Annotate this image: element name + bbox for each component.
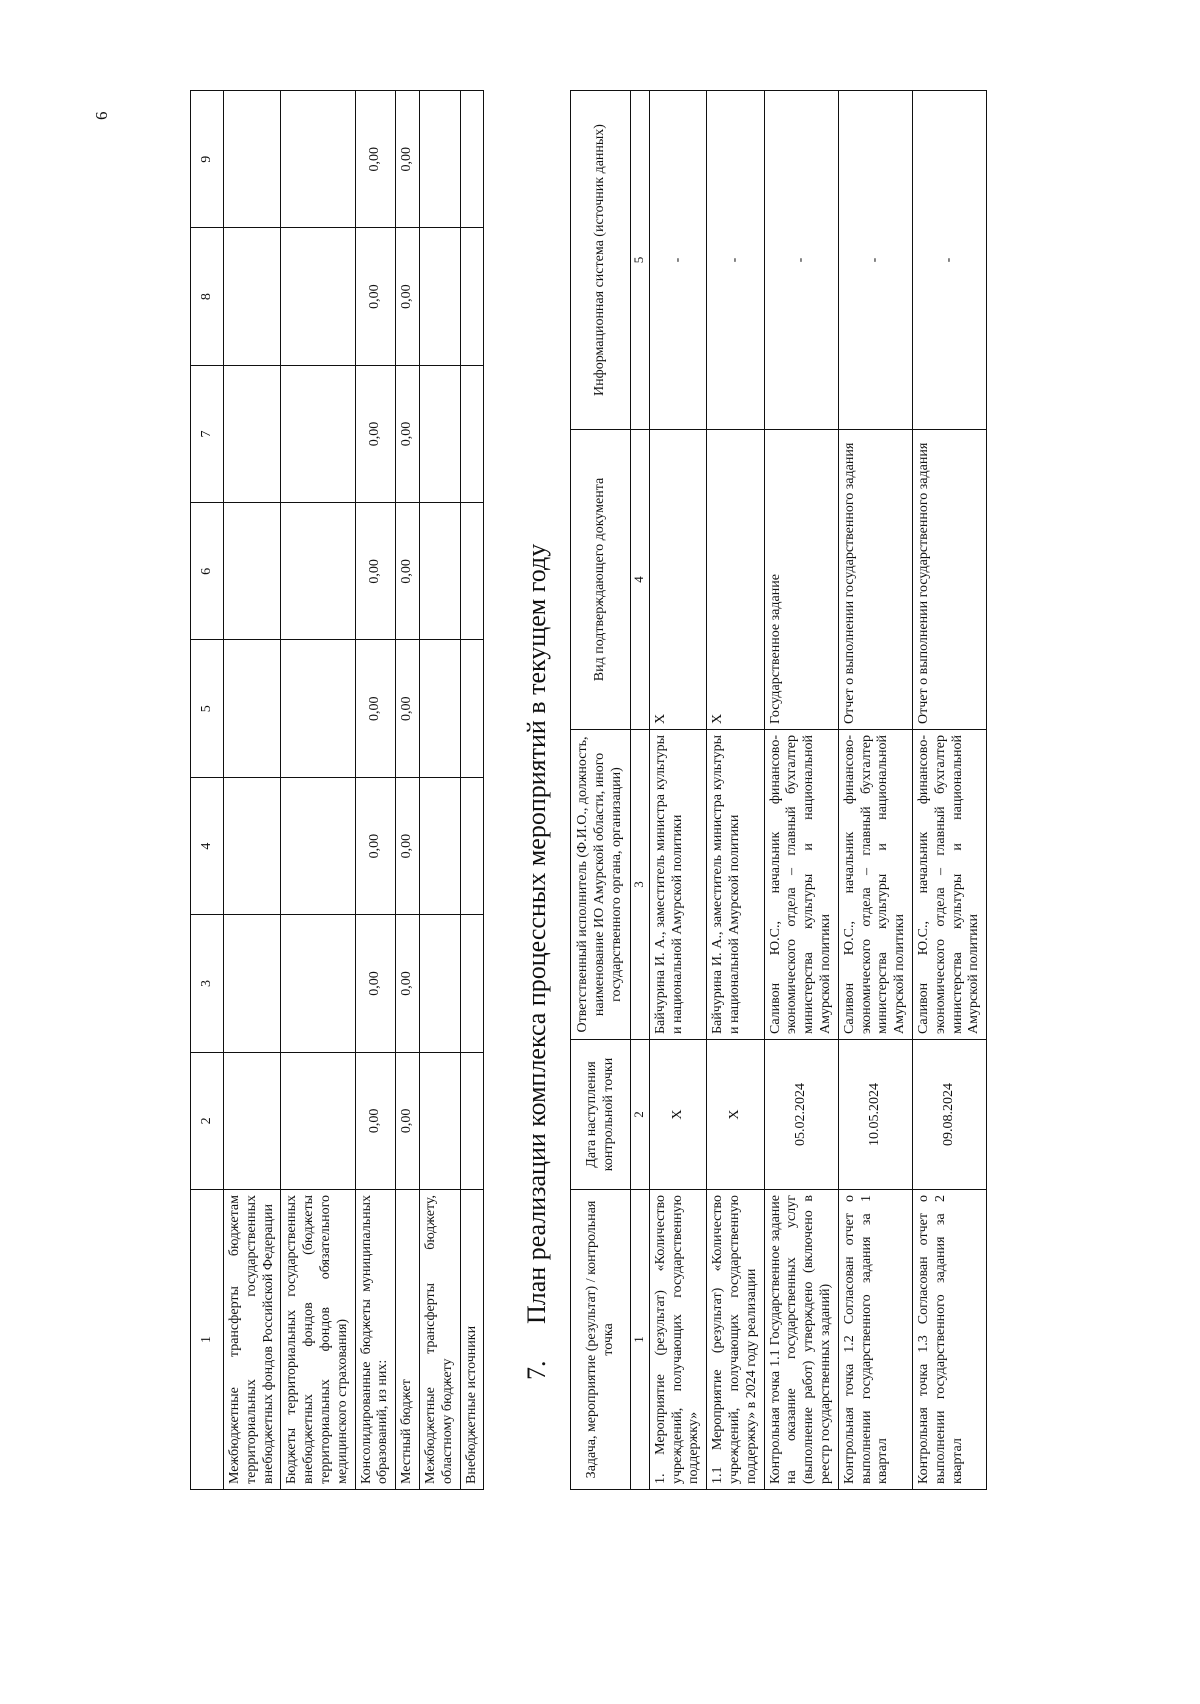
value-cell: [419, 777, 460, 914]
value-cell: [224, 228, 281, 365]
value-cell: [460, 777, 484, 914]
index-cell: 2: [630, 1040, 649, 1190]
page-number: 6: [92, 111, 111, 120]
value-cell: [281, 640, 355, 777]
system-cell: -: [838, 91, 912, 430]
header-date: Дата наступления контрольной точки: [571, 1040, 630, 1190]
value-cell: 0,00: [355, 365, 396, 502]
header-cell: 3: [191, 915, 224, 1052]
executor-cell: Байчурина И. А., заместитель министра культуры и национальной Амурской политики: [707, 730, 764, 1040]
value-cell: [281, 915, 355, 1052]
document-cell: Отчет о выполнении государственного задания: [838, 430, 912, 730]
row-label: Местный бюджет: [396, 1190, 420, 1490]
section-title: План реализации комплекса процессных мероприятий в текущем году: [522, 543, 552, 1324]
header-executor: Ответственный исполнитель (Ф.И.О., должность, наименование ИО Амурской области, иного государственного органа, организации): [571, 730, 630, 1040]
table-row: [355, 91, 396, 1490]
value-cell: 0,00: [355, 228, 396, 365]
value-cell: [281, 91, 355, 228]
value-cell: 0,00: [396, 640, 420, 777]
header-cell: 7: [191, 365, 224, 502]
value-cell: [419, 915, 460, 1052]
value-cell: [460, 503, 484, 640]
task-cell: 1. Мероприятие (результат) «Количество учреждений, получающих государственную поддержку»: [649, 1190, 706, 1490]
system-cell: -: [912, 91, 986, 430]
header-system: Информационная система (источник данных): [571, 91, 630, 430]
funding-table-header: [191, 91, 224, 1490]
index-cell: 4: [630, 430, 649, 730]
header-document: Вид подтверждающего документа: [571, 430, 630, 730]
plan-table: [570, 90, 987, 1490]
value-cell: [419, 503, 460, 640]
date-cell: 10.05.2024: [838, 1040, 912, 1190]
document-cell: Государственное задание: [764, 430, 838, 730]
executor-cell: Саливон Ю.С., начальник финансово-экономического отдела – главный бухгалтер министерства культуры и национальной Амурской политики: [838, 730, 912, 1040]
header-cell: 1: [191, 1190, 224, 1490]
value-cell: [224, 640, 281, 777]
value-cell: [281, 777, 355, 914]
value-cell: [419, 228, 460, 365]
value-cell: [460, 1052, 484, 1189]
executor-cell: Байчурина И. А., заместитель министра культуры и национальной Амурской политики: [649, 730, 706, 1040]
document-cell: X: [707, 430, 764, 730]
value-cell: 0,00: [355, 503, 396, 640]
header-task: Задача, мероприятие (результат) / контрольная точка: [571, 1190, 630, 1490]
header-cell: 8: [191, 228, 224, 365]
value-cell: [460, 915, 484, 1052]
value-cell: [460, 91, 484, 228]
value-cell: [224, 365, 281, 502]
value-cell: [281, 1052, 355, 1189]
value-cell: [281, 228, 355, 365]
table-row: [396, 91, 420, 1490]
value-cell: 0,00: [355, 640, 396, 777]
table-row: [838, 91, 912, 1490]
date-cell: X: [649, 1040, 706, 1190]
index-cell: 3: [630, 730, 649, 1040]
value-cell: 0,00: [355, 915, 396, 1052]
value-cell: 0,00: [396, 915, 420, 1052]
row-label: Бюджеты территориальных государственных внебюджетных фондов (бюджеты территориальных фондов обязательного медицинского страхования): [281, 1190, 355, 1490]
date-cell: 09.08.2024: [912, 1040, 986, 1190]
value-cell: [460, 228, 484, 365]
date-cell: X: [707, 1040, 764, 1190]
value-cell: 0,00: [396, 228, 420, 365]
table-row: [649, 91, 706, 1490]
section-heading: [522, 90, 552, 1490]
row-label: Межбюджетные трансферты бюджетам территориальных государственных внебюджетных фондов Российской Федерации: [224, 1190, 281, 1490]
header-cell: 2: [191, 1052, 224, 1189]
task-cell: Контрольная точка 1.1 Государственное задание на оказание государственных услуг (выполнение работ) утверждено (включено в реестр государственных заданий): [764, 1190, 838, 1490]
row-label: Консолидированные бюджеты муниципальных образований, из них:: [355, 1190, 396, 1490]
system-cell: -: [649, 91, 706, 430]
value-cell: [419, 1052, 460, 1189]
section-number: 7.: [522, 1360, 552, 1380]
document-cell: Отчет о выполнении государственного задания: [912, 430, 986, 730]
index-cell: 5: [630, 91, 649, 430]
system-cell: -: [764, 91, 838, 430]
value-cell: [419, 640, 460, 777]
header-cell: 4: [191, 777, 224, 914]
value-cell: 0,00: [396, 503, 420, 640]
value-cell: 0,00: [396, 777, 420, 914]
rotated-sheet: [190, 90, 1050, 1490]
index-cell: 1: [630, 1190, 649, 1490]
task-cell: Контрольная точка 1.2 Согласован отчет о выполнении государственного задания за 1 квартал: [838, 1190, 912, 1490]
table-row: [912, 91, 986, 1490]
plan-table-header: [571, 91, 630, 1490]
executor-cell: Саливон Ю.С., начальник финансово-экономического отдела – главный бухгалтер министерства культуры и национальной Амурской политики: [764, 730, 838, 1040]
value-cell: [460, 365, 484, 502]
value-cell: [281, 503, 355, 640]
value-cell: [460, 640, 484, 777]
row-label: Межбюджетные трансферты бюджету, областному бюджету: [419, 1190, 460, 1490]
header-cell: 6: [191, 503, 224, 640]
header-cell: 9: [191, 91, 224, 228]
executor-cell: Саливон Ю.С., начальник финансово-экономического отдела – главный бухгалтер министерства культуры и национальной Амурской политики: [912, 730, 986, 1040]
funding-table: [190, 90, 484, 1490]
value-cell: 0,00: [355, 91, 396, 228]
table-row: [224, 91, 281, 1490]
table-row: [764, 91, 838, 1490]
value-cell: [224, 91, 281, 228]
value-cell: [224, 1052, 281, 1189]
table-row: [281, 91, 355, 1490]
value-cell: [224, 503, 281, 640]
value-cell: [224, 915, 281, 1052]
value-cell: 0,00: [396, 365, 420, 502]
table-row: [460, 91, 484, 1490]
value-cell: [281, 365, 355, 502]
value-cell: 0,00: [396, 1052, 420, 1189]
system-cell: -: [707, 91, 764, 430]
document-cell: X: [649, 430, 706, 730]
value-cell: [419, 365, 460, 502]
value-cell: 0,00: [355, 777, 396, 914]
date-cell: 05.02.2024: [764, 1040, 838, 1190]
value-cell: 0,00: [355, 1052, 396, 1189]
table-row: [419, 91, 460, 1490]
value-cell: 0,00: [396, 91, 420, 228]
value-cell: [419, 91, 460, 228]
task-cell: 1.1 Мероприятие (результат) «Количество учреждений, получающих государственную поддержку» в 2024 году реализации: [707, 1190, 764, 1490]
table-row: [707, 91, 764, 1490]
plan-index-row: [630, 91, 649, 1490]
task-cell: Контрольная точка 1.3 Согласован отчет о выполнении государственного задания за 2 квартал: [912, 1190, 986, 1490]
row-label: Внебюджетные источники: [460, 1190, 484, 1490]
header-cell: 5: [191, 640, 224, 777]
value-cell: [224, 777, 281, 914]
